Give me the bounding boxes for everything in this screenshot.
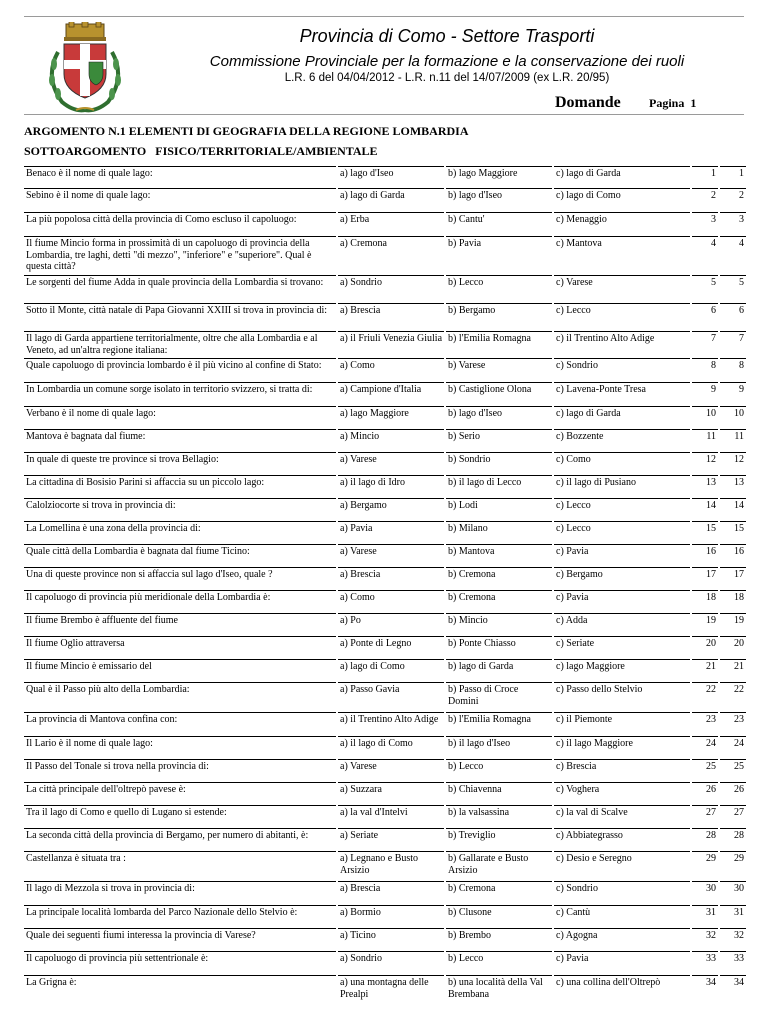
answer-c: c) Menaggio [554, 212, 690, 226]
answer-b: b) Lecco [446, 275, 552, 289]
question-text: La principale località lombarda del Parco Nazionale dello Stelvio è: [24, 905, 336, 919]
question-text: In Lombardia un comune sorge isolato in territorio svizzero, si tratta di: [24, 382, 336, 396]
question-row [24, 358, 746, 382]
header-rule [24, 114, 744, 115]
question-number: 23 [692, 712, 718, 726]
page-label: Pagina [649, 96, 685, 110]
question-number: 5 [692, 275, 718, 289]
answer-a: a) una montagna delle Prealpi [338, 975, 444, 1000]
question-text: In quale di queste tre province si trova Bellagio: [24, 452, 336, 466]
question-text: Il fiume Oglio attraversa [24, 636, 336, 650]
question-number: 7 [692, 331, 718, 345]
question-id: 22 [720, 682, 746, 696]
question-number: 9 [692, 382, 718, 396]
question-id: 33 [720, 951, 746, 965]
question-id: 24 [720, 736, 746, 750]
answer-c: c) Como [554, 452, 690, 466]
answer-a: a) il Friuli Venezia Giulia [340, 333, 443, 344]
question-id: 8 [720, 358, 746, 372]
answer-a: a) Sondrio [338, 275, 444, 289]
answer-b: b) Cremona [446, 590, 552, 604]
answer-c: c) Mantova [554, 236, 690, 250]
question-number: 15 [692, 521, 718, 535]
question-number: 1 [692, 166, 718, 180]
question-row [24, 881, 746, 905]
answer-c: c) Agogna [554, 928, 690, 942]
question-id: 5 [720, 275, 746, 289]
question-number: 34 [692, 975, 718, 989]
question-number: 10 [692, 406, 718, 420]
answer-c: c) Bergamo [554, 567, 690, 581]
question-number: 14 [692, 498, 718, 512]
question-text: Il fiume Mincio è emissario del [24, 659, 336, 673]
question-row [24, 303, 746, 331]
question-text: Tra il lago di Como e quello di Lugano si estende: [24, 805, 336, 819]
answer-a: a) Legnano e Busto Arsizio [338, 851, 444, 876]
question-row [24, 498, 746, 521]
answer-b: b) lago di Garda [446, 659, 552, 673]
question-row [24, 736, 746, 759]
question-id: 34 [720, 975, 746, 989]
answer-b: b) Varese [446, 358, 552, 372]
answer-b: b) il lago d'Iseo [446, 736, 552, 750]
answer-b: b) l'Emilia Romagna [446, 712, 552, 726]
question-row [24, 928, 746, 951]
answer-b: b) Serio [446, 429, 552, 443]
answer-a: a) Bergamo [338, 498, 444, 512]
question-id: 16 [720, 544, 746, 558]
argomento-heading: ARGOMENTO N.1 ELEMENTI DI GEOGRAFIA DELLA REGIONE LOMBARDIA [24, 124, 469, 138]
answer-a: a) Seriate [338, 828, 444, 842]
question-row [24, 166, 746, 188]
question-text: Qual è il Passo più alto della Lombardia: [24, 682, 336, 696]
answer-a: a) Cremona [338, 236, 444, 250]
question-row [24, 782, 746, 805]
question-text: La città principale dell'oltrepò pavese è: [24, 782, 336, 796]
top-rule [24, 16, 744, 17]
question-number: 30 [692, 881, 718, 895]
questions-table [24, 166, 746, 1009]
question-number: 13 [692, 475, 718, 489]
answer-b: b) una località della Val Brembana [446, 975, 552, 1000]
page-title: Provincia di Como - Settore Trasporti [299, 26, 595, 46]
sottoargomento-heading: SOTTOARGOMENTO FISICO/TERRITORIALE/AMBIENTALE [24, 144, 378, 158]
question-id: 3 [720, 212, 746, 226]
question-row [24, 236, 746, 275]
answer-b: b) Mantova [446, 544, 552, 558]
question-text: Benaco è il nome di quale lago: [24, 166, 336, 180]
page-subtitle: Commissione Provinciale per la formazione e la conservazione dei ruoli [209, 53, 685, 70]
question-id: 17 [720, 567, 746, 581]
question-text: La più popolosa città della provincia di Como escluso il capoluogo: [24, 212, 336, 226]
question-id: 23 [720, 712, 746, 726]
answer-b: b) Sondrio [446, 452, 552, 466]
question-id: 6 [720, 303, 746, 317]
answer-a: a) Erba [338, 212, 444, 226]
question-row [24, 475, 746, 498]
document-label: Domande [555, 94, 621, 111]
question-text: La provincia di Mantova confina con: [24, 712, 336, 726]
answer-c: c) Pavia [554, 951, 690, 965]
answer-c: c) Adda [554, 613, 690, 627]
question-row [24, 712, 746, 736]
question-row [24, 828, 746, 851]
answer-b: b) lago d'Iseo [446, 406, 552, 420]
answer-c: c) lago Maggiore [554, 659, 690, 673]
answer-c: c) Lecco [554, 303, 690, 317]
question-id: 30 [720, 881, 746, 895]
answer-b: b) Lecco [446, 951, 552, 965]
question-row [24, 188, 746, 212]
answer-c: c) Cantù [554, 905, 690, 919]
question-text: Il capoluogo di provincia più settentrionale è: [24, 951, 336, 965]
question-id: 7 [720, 331, 746, 345]
question-id: 9 [720, 382, 746, 396]
answer-b: b) Chiavenna [446, 782, 552, 796]
answer-c: c) il lago di Pusiano [554, 475, 690, 489]
question-text: Sotto il Monte, città natale di Papa Giovanni XXIII si trova in provincia di: [24, 303, 336, 317]
answer-a: a) Varese [338, 544, 444, 558]
answer-a: a) il Trentino Alto Adige [338, 712, 444, 726]
question-row [24, 805, 746, 828]
answer-b: b) la valsassina [446, 805, 552, 819]
answer-b: b) Cantu' [446, 212, 552, 226]
question-text: Il fiume Mincio forma in prossimità di un capoluogo di provincia della Lombardia, tre laghi, detti "di mezzo", "inferiore" e "superiore". Qual è questa città? [24, 236, 336, 273]
question-number: 28 [692, 828, 718, 842]
answer-b: b) Brembo [446, 928, 552, 942]
question-id: 19 [720, 613, 746, 627]
question-text: La cittadina di Bosisio Parini si affaccia su un piccolo lago: [24, 475, 336, 489]
question-number: 4 [692, 236, 718, 250]
question-id: 26 [720, 782, 746, 796]
question-number: 31 [692, 905, 718, 919]
answer-a: a) il lago di Como [338, 736, 444, 750]
answer-a: a) la val d'Intelvi [338, 805, 444, 819]
question-number: 22 [692, 682, 718, 696]
answer-b: b) Pavia [446, 236, 552, 250]
question-text: Verbano è il nome di quale lago: [24, 406, 336, 420]
question-row [24, 590, 746, 613]
question-text: Il lago di Mezzola si trova in provincia di: [24, 881, 336, 895]
answer-a: a) Mincio [338, 429, 444, 443]
answer-c: c) Voghera [554, 782, 690, 796]
answer-b: b) Clusone [446, 905, 552, 919]
page-indicator [649, 96, 696, 111]
question-number: 18 [692, 590, 718, 604]
question-number: 32 [692, 928, 718, 942]
question-row [24, 406, 746, 429]
question-id: 28 [720, 828, 746, 842]
answer-b: b) Gallarate e Busto Arsizio [446, 851, 552, 876]
question-number: 19 [692, 613, 718, 627]
question-id: 1 [720, 166, 746, 180]
answer-a: a) Pavia [338, 521, 444, 535]
question-row [24, 636, 746, 659]
answer-b: b) lago d'Iseo [446, 188, 552, 202]
question-id: 27 [720, 805, 746, 819]
question-row [24, 613, 746, 636]
answer-c: c) Brescia [554, 759, 690, 773]
answer-c: c) Pavia [554, 590, 690, 604]
answer-a: a) lago Maggiore [338, 406, 444, 420]
answer-c: c) Varese [554, 275, 690, 289]
question-number: 2 [692, 188, 718, 202]
question-text: Il lago di Garda appartiene territorialmente, oltre che alla Lombardia e al Veneto, ad un'altra regione italiana: [24, 331, 336, 356]
question-number: 27 [692, 805, 718, 819]
question-text: Quale capoluogo di provincia lombardo è il più vicino al confine di Stato: [24, 358, 336, 372]
question-text: La seconda città della provincia di Bergamo, per numero di abitanti, è: [24, 828, 336, 842]
question-number: 25 [692, 759, 718, 773]
question-row [24, 905, 746, 928]
page-number: 1 [690, 96, 697, 110]
question-text: Una di queste province non si affaccia sul lago d'Iseo, quale ? [24, 567, 336, 581]
question-id: 11 [720, 429, 746, 443]
answer-c: c) Pavia [554, 544, 690, 558]
question-id: 31 [720, 905, 746, 919]
answer-a: a) Sondrio [338, 951, 444, 965]
question-row [24, 429, 746, 452]
question-id: 13 [720, 475, 746, 489]
answer-a: a) Po [338, 613, 444, 627]
answer-a: a) Passo Gavia [338, 682, 444, 696]
answer-a: a) Suzzara [338, 782, 444, 796]
answer-c: c) Lecco [554, 498, 690, 512]
question-row [24, 452, 746, 475]
answer-a: a) lago d'Iseo [338, 166, 444, 180]
answer-a: a) Varese [338, 452, 444, 466]
question-id: 25 [720, 759, 746, 773]
answer-b: b) il lago di Lecco [446, 475, 552, 489]
question-id: 15 [720, 521, 746, 535]
question-text: Mantova è bagnata dal fiume: [24, 429, 336, 443]
answer-a: a) Brescia [338, 881, 444, 895]
provincia-coat-of-arms-icon [40, 22, 130, 114]
question-number: 33 [692, 951, 718, 965]
answer-b: b) Cremona [446, 567, 552, 581]
question-number: 8 [692, 358, 718, 372]
question-text: Il Passo del Tonale si trova nella provincia di: [24, 759, 336, 773]
answer-b: b) Lodi [446, 498, 552, 512]
answer-a: a) Campione d'Italia [338, 382, 444, 396]
question-id: 21 [720, 659, 746, 673]
answer-c: c) Desio e Seregno [554, 851, 690, 865]
question-id: 32 [720, 928, 746, 942]
answer-c: c) Bozzente [554, 429, 690, 443]
answer-a: a) Como [338, 358, 444, 372]
question-number: 12 [692, 452, 718, 466]
answer-b: b) Castiglione Olona [446, 382, 552, 396]
answer-a: a) il lago di Idro [338, 475, 444, 489]
answer-b: b) Lecco [446, 759, 552, 773]
question-row [24, 682, 746, 712]
question-row [24, 212, 746, 236]
answer-c: c) Lecco [554, 521, 690, 535]
question-number: 26 [692, 782, 718, 796]
answer-a: a) Como [338, 590, 444, 604]
question-number: 3 [692, 212, 718, 226]
answer-a: a) Brescia [338, 567, 444, 581]
question-row [24, 951, 746, 975]
answer-c: c) lago di Garda [554, 406, 690, 420]
question-number: 17 [692, 567, 718, 581]
answer-c: c) il Piemonte [554, 712, 690, 726]
answer-b: b) Passo di Croce Domini [446, 682, 552, 707]
answer-b: b) lago Maggiore [446, 166, 552, 180]
answer-c: c) il lago Maggiore [554, 736, 690, 750]
question-id: 18 [720, 590, 746, 604]
answer-c: c) lago di Garda [554, 166, 690, 180]
answer-b: b) Bergamo [446, 303, 552, 317]
answer-c: c) una collina dell'Oltrepò [554, 975, 690, 989]
answer-a: a) Ticino [338, 928, 444, 942]
question-row [24, 975, 746, 1009]
question-text: Il Lario è il nome di quale lago: [24, 736, 336, 750]
answer-b: b) Ponte Chiasso [446, 636, 552, 650]
answer-b: b) l'Emilia Romagna [446, 331, 552, 345]
answer-c: c) Lavena-Ponte Tresa [554, 382, 690, 396]
question-id: 4 [720, 236, 746, 250]
answer-c: c) la val di Scalve [554, 805, 690, 819]
question-number: 11 [692, 429, 718, 443]
question-text: La Grigna è: [24, 975, 336, 989]
answer-c: c) Sondrio [554, 881, 690, 895]
question-text: Quale dei seguenti fiumi interessa la provincia di Varese? [24, 928, 336, 942]
answer-a: a) Bormio [338, 905, 444, 919]
answer-c: c) lago di Como [554, 188, 690, 202]
law-reference: L.R. 6 del 04/04/2012 - L.R. n.11 del 14/07/2009 (ex L.R. 20/95) [284, 72, 610, 84]
question-id: 14 [720, 498, 746, 512]
answer-b: b) Milano [446, 521, 552, 535]
question-number: 29 [692, 851, 718, 865]
question-id: 20 [720, 636, 746, 650]
question-row [24, 331, 746, 358]
question-text: Il fiume Brembo è affluente del fiume [24, 613, 336, 627]
question-text: La Lomellina è una zona della provincia di: [24, 521, 336, 535]
question-id: 12 [720, 452, 746, 466]
question-row [24, 544, 746, 567]
answer-a: a) Brescia [338, 303, 444, 317]
answer-c: c) Seriate [554, 636, 690, 650]
question-row [24, 567, 746, 590]
question-id: 29 [720, 851, 746, 865]
question-number: 24 [692, 736, 718, 750]
question-row [24, 521, 746, 544]
answer-c: c) Abbiategrasso [554, 828, 690, 842]
question-text: Quale città della Lombardia è bagnata dal fiume Ticino: [24, 544, 336, 558]
question-text: Sebino è il nome di quale lago: [24, 188, 336, 202]
question-text: Il capoluogo di provincia più meridionale della Lombardia è: [24, 590, 336, 604]
answer-a: a) Varese [338, 759, 444, 773]
answer-c: c) il Trentino Alto Adige [554, 331, 690, 345]
question-row [24, 382, 746, 406]
answer-a: a) lago di Como [338, 659, 444, 673]
question-number: 6 [692, 303, 718, 317]
question-text: Calolziocorte si trova in provincia di: [24, 498, 336, 512]
question-text: Castellanza è situata tra : [24, 851, 336, 865]
question-text: Le sorgenti del fiume Adda in quale provincia della Lombardia si trovano: [24, 275, 336, 289]
question-number: 20 [692, 636, 718, 650]
answer-a: a) Ponte di Legno [338, 636, 444, 650]
question-row [24, 759, 746, 782]
question-id: 2 [720, 188, 746, 202]
answer-b: b) Treviglio [446, 828, 552, 842]
question-number: 21 [692, 659, 718, 673]
question-row [24, 275, 746, 303]
answer-a: a) lago di Garda [338, 188, 444, 202]
answer-b: b) Mincio [446, 613, 552, 627]
answer-c: c) Passo dello Stelvio [554, 682, 690, 696]
question-id: 10 [720, 406, 746, 420]
question-row [24, 851, 746, 881]
question-number: 16 [692, 544, 718, 558]
question-row [24, 659, 746, 682]
answer-c: c) Sondrio [554, 358, 690, 372]
answer-b: b) Cremona [446, 881, 552, 895]
